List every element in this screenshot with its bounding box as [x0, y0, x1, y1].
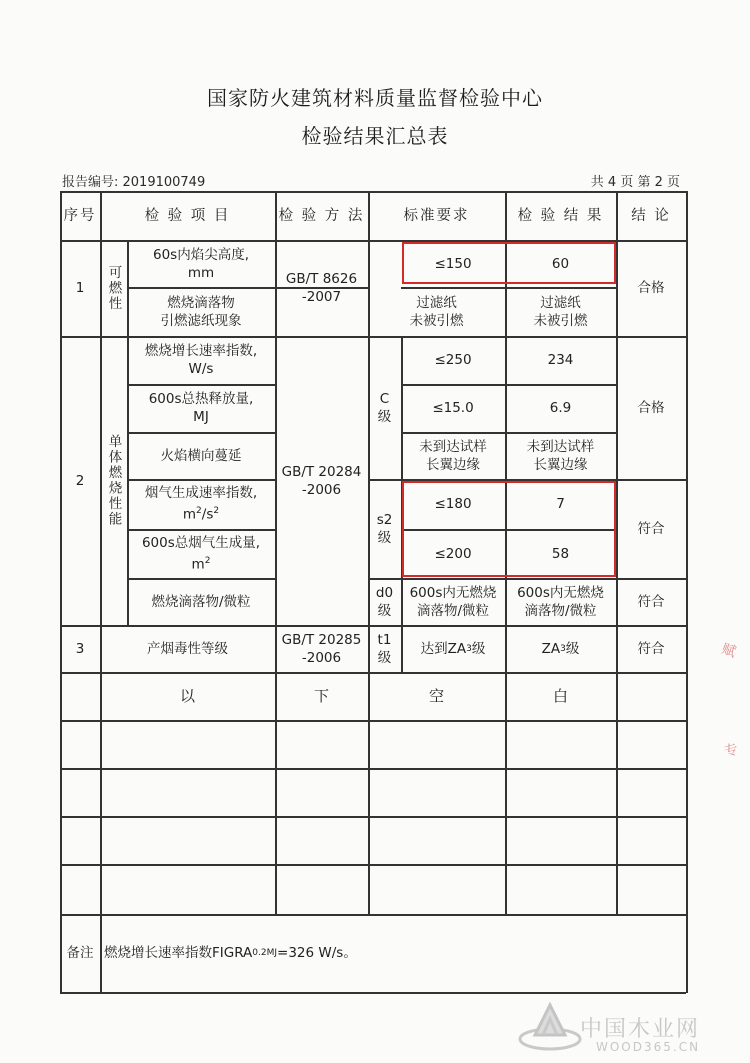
item-tsp600: 600s总烟气生成量, $m^2$	[141, 534, 261, 573]
req-lateral-spread: 未到达试样 长翼边缘	[419, 438, 487, 473]
item-dripping-ignition: 燃烧滴落物 引燃滤纸现象	[160, 294, 242, 329]
category-flammability: 可燃性	[105, 264, 122, 312]
grade-c: C 级	[377, 390, 392, 425]
remark-text: 燃烧增长速率指数FIGRA 0.2MJ =326 W/s。	[104, 945, 357, 961]
result-lateral-spread: 未到达试样 长翼边缘	[526, 438, 595, 473]
result-tsp600: 58	[551, 545, 570, 562]
req-figra: ≤250	[434, 352, 472, 368]
blank-note-2: 下	[313, 687, 329, 705]
conclusion-group1: 合格	[637, 280, 665, 296]
method-gbt8626: GB/T 8626 -2007	[285, 271, 358, 305]
col-header-method: 检 验 方 法	[278, 207, 365, 224]
result-smoke-toxicity: ZA 3 级	[541, 640, 580, 657]
item-figra: 燃烧增长速率指数, W/s	[144, 343, 258, 377]
item-lateral-spread: 火焰横向蔓延	[160, 447, 242, 464]
report-subtitle: 检验结果汇总表	[301, 124, 449, 148]
row-number-3: 3	[75, 640, 85, 657]
result-droplets: 600s内无燃烧 滴落物/微粒	[517, 584, 604, 619]
result-thr600: 6.9	[549, 400, 572, 416]
highlight-box-flame-height	[402, 242, 616, 284]
req-dripping-ignition: 过滤纸 未被引燃	[409, 294, 464, 329]
item-droplets: 燃烧滴落物/微粒	[151, 593, 251, 610]
watermark-cn: 中国木业网	[580, 1017, 701, 1042]
req-flame-height: ≤150	[434, 255, 472, 272]
item-smoke-toxicity: 产烟毒性等级	[147, 640, 228, 657]
result-dripping-ignition: 过滤纸 未被引燃	[533, 294, 588, 329]
item-thr600: 600s总热释放量, MJ	[148, 391, 254, 425]
page-indicator: 共 4 页 第 2 页	[590, 175, 680, 190]
col-header-requirement: 标准要求	[403, 207, 470, 224]
blank-note-4: 白	[552, 687, 568, 705]
req-droplets: 600s内无燃烧 滴落物/微粒	[409, 584, 497, 619]
result-smogra: 7	[556, 496, 565, 512]
category-sbi: 单体燃烧性能	[105, 434, 122, 527]
item-smogra: 烟气生成速率指数, $m^2/s^2$	[144, 485, 258, 523]
col-header-no: 序号	[63, 207, 97, 224]
watermark-logo-icon	[515, 995, 585, 1053]
remark-label: 备注	[66, 945, 94, 961]
conclusion-d0: 符合	[637, 593, 665, 610]
col-header-item: 检 验 项 目	[144, 207, 231, 224]
blank-note-1: 以	[179, 687, 195, 705]
method-gbt20285: GB/T 20285 -2006	[281, 631, 362, 666]
stamp-fragment-1: 赋	[719, 641, 738, 661]
watermark-en: WOOD365.CN	[596, 1040, 701, 1054]
result-flame-height: 60	[551, 255, 570, 272]
req-smogra: ≤180	[434, 496, 472, 512]
report-title: 国家防火建筑材料质量监督检验中心	[207, 86, 543, 110]
item-flame-height: 60s内焰尖高度, mm	[152, 246, 249, 281]
req-thr600: ≤15.0	[432, 400, 474, 416]
req-tsp600: ≤200	[434, 545, 472, 562]
row-number-1: 1	[75, 280, 85, 296]
grade-d0: d0 级	[375, 584, 394, 619]
conclusion-c: 合格	[637, 399, 665, 416]
grade-t1: t1 级	[377, 631, 392, 666]
conclusion-group3: 符合	[637, 640, 665, 657]
report-number: 报告编号: 2019100749	[62, 175, 206, 190]
req-smoke-toxicity: 达到ZA 3 级	[420, 640, 486, 657]
highlight-box-smoke	[402, 481, 616, 577]
row-number-2: 2	[75, 472, 85, 489]
col-header-conclusion: 结 论	[631, 207, 671, 224]
stamp-fragment-2: 专	[722, 741, 741, 761]
col-header-result: 检 验 结 果	[517, 207, 604, 224]
blank-note-3: 空	[428, 687, 444, 705]
conclusion-s2: 符合	[637, 520, 665, 537]
method-gbt20284: GB/T 20284 -2006	[281, 463, 362, 498]
result-figra: 234	[547, 352, 574, 368]
grade-s2: s2 级	[376, 511, 393, 546]
